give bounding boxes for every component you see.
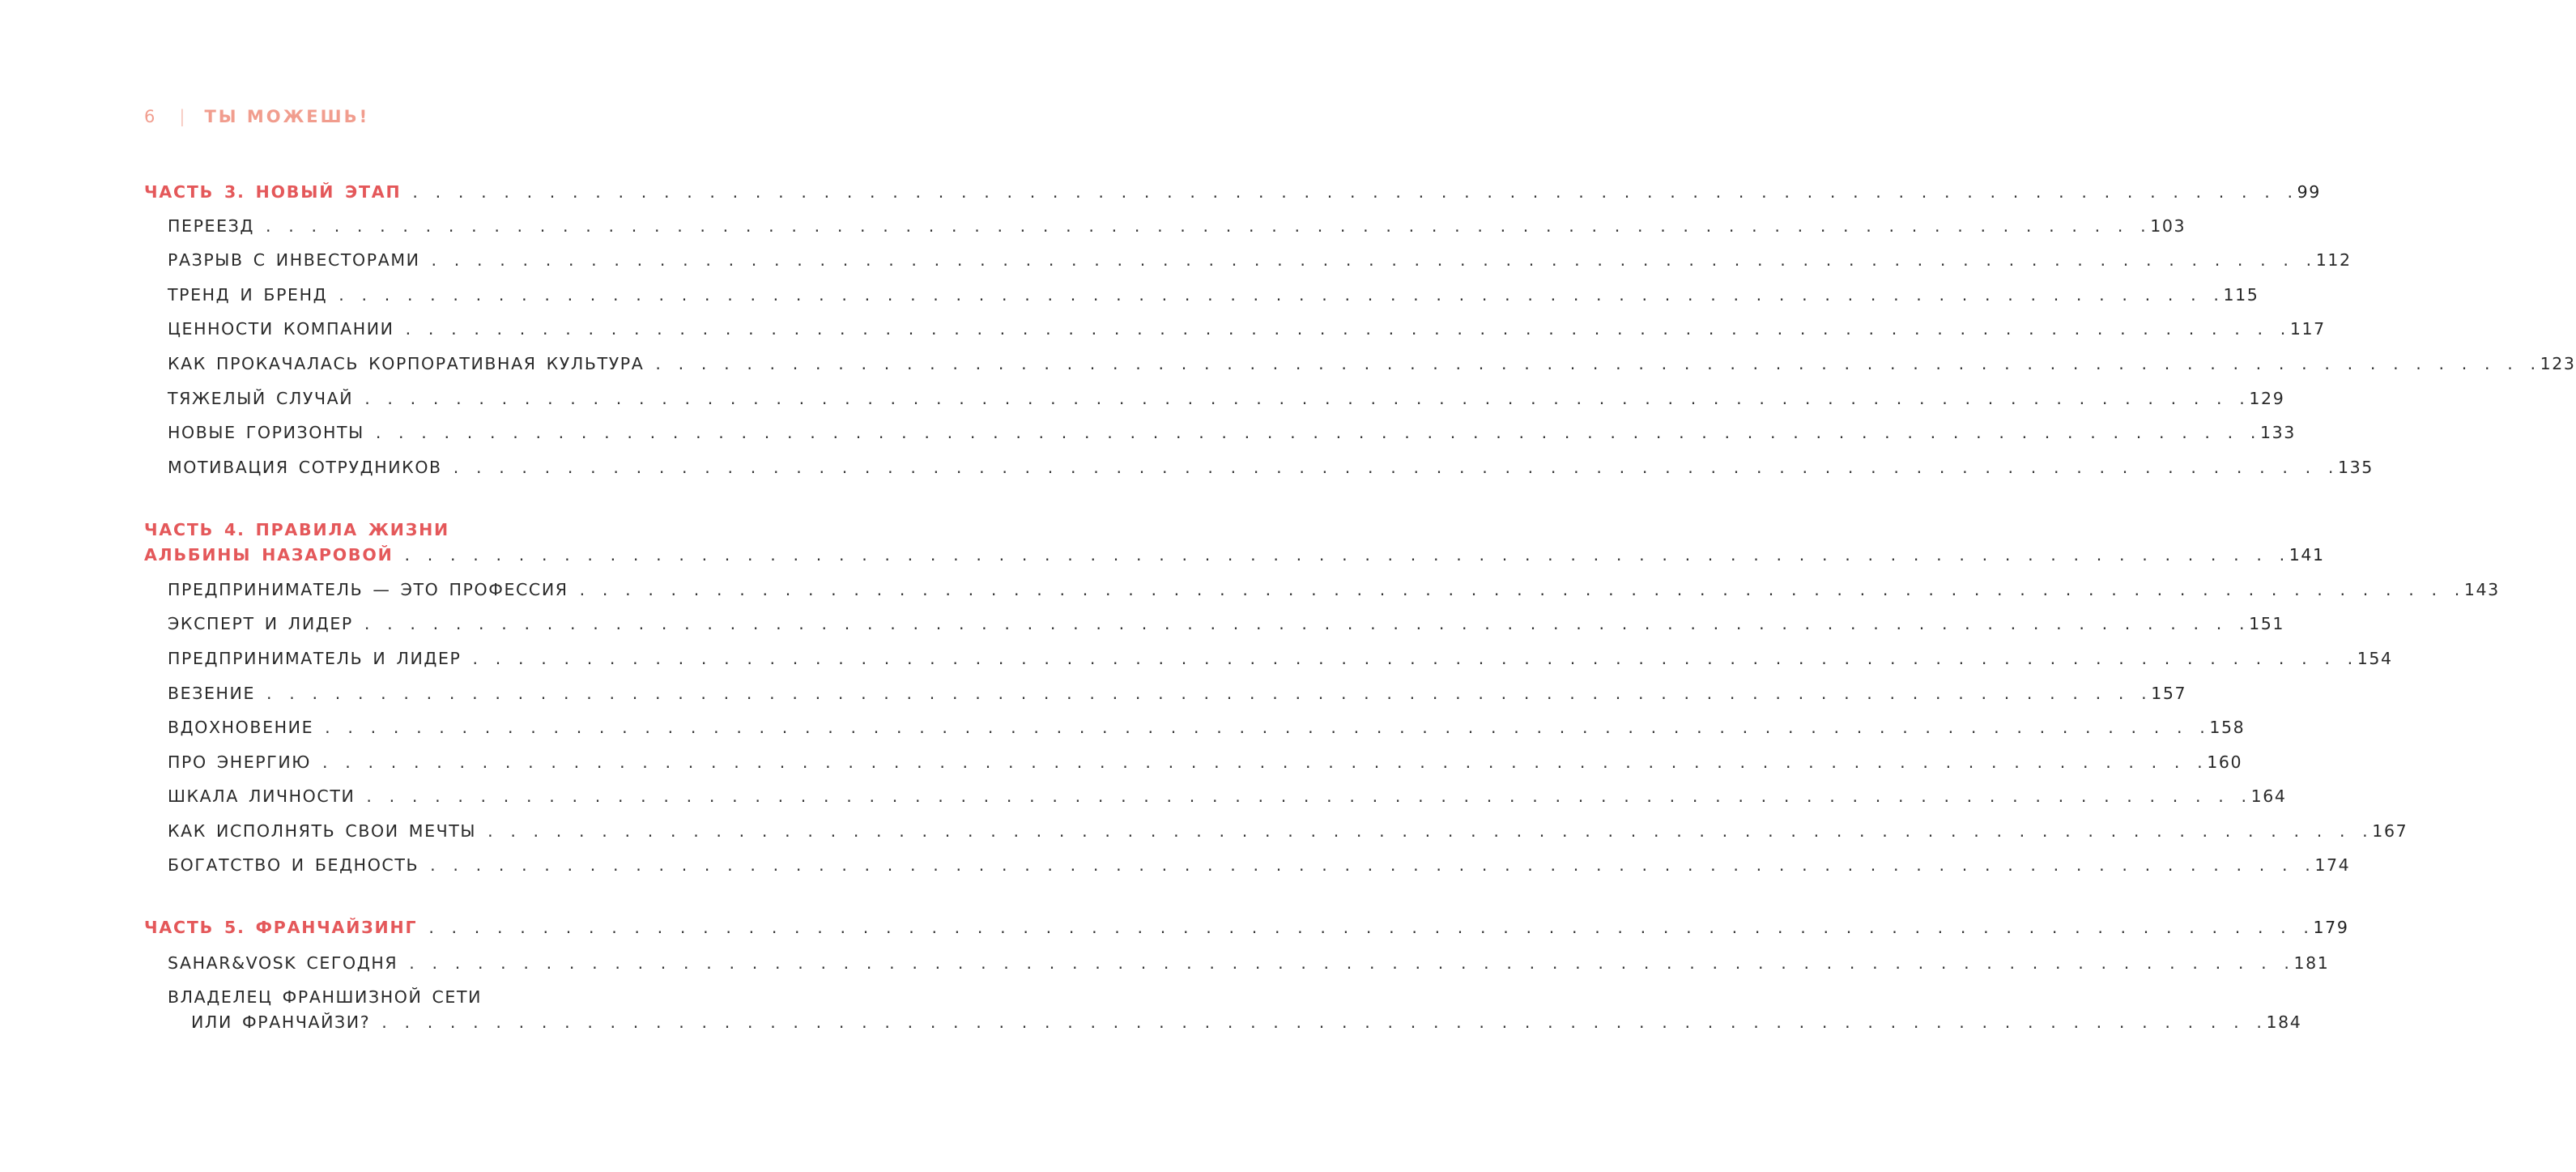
toc-part-3[interactable]	[144, 180, 2321, 204]
toc-item-label: МОТИВАЦИЯ СОТРУДНИКОВ	[168, 458, 442, 477]
toc-page-number: 133	[2260, 423, 2296, 442]
toc-item[interactable]	[168, 853, 2351, 877]
toc-item[interactable]	[168, 352, 2576, 376]
toc-item-label-line-1[interactable]: ВЛАДЕЛЕЦ ФРАНШИЗНОЙ СЕТИ	[168, 987, 483, 1007]
toc-item-label: SAHAR&VOSK СЕГОДНЯ	[168, 953, 398, 973]
toc-item-label: ПЕРЕЕЗД	[168, 216, 254, 236]
toc-item[interactable]	[168, 420, 2296, 445]
toc-page-number: 151	[2249, 614, 2285, 633]
header-separator: |	[179, 107, 187, 126]
toc-item[interactable]	[191, 1010, 2302, 1034]
dot-leader: . . . . . . . . . . . . . . . . . . . . . . . . . . . . . . . . . . . . . . . . . . . . . . . . . . . . . . . . . . . . . . . . . . . . . . . . . . . . . . . . . . .	[412, 182, 2297, 202]
toc-item[interactable]	[168, 681, 2187, 705]
toc-item[interactable]	[168, 283, 2259, 307]
toc-item-label: КАК ИСПОЛНЯТЬ СВОИ МЕЧТЫ	[168, 821, 477, 841]
toc-item-label: ЭКСПЕРТ И ЛИДЕР	[168, 614, 353, 633]
toc-part-4[interactable]	[144, 543, 2325, 567]
toc-item[interactable]	[168, 715, 2246, 739]
toc-item[interactable]	[168, 317, 2326, 341]
dot-leader: . . . . . . . . . . . . . . . . . . . . . . . . . . . . . . . . . . . . . . . . . . . . . . . . . . . . . . . . . . . . . . . . . . . . . . . . . . . . . . . . . . .	[428, 918, 2314, 937]
toc-item[interactable]	[168, 455, 2374, 479]
toc-item-label: РАЗРЫВ С ИНВЕСТОРАМИ	[168, 250, 420, 270]
dot-leader: . . . . . . . . . . . . . . . . . . . . . . . . . . . . . . . . . . . . . . . . . . . . . . . . . . . . . . . . . . . . . . . . . . . . . . . . . . . . . . . . . . .	[266, 684, 2152, 703]
toc-page-number: 158	[2209, 718, 2246, 737]
toc-page-number: 143	[2463, 580, 2500, 599]
dot-leader: . . . . . . . . . . . . . . . . . . . . . . . . . . . . . . . . . . . . . . . . . . . . . . . . . . . . . . . . . . . . . . . . . . . . . . . . . . . . . . . . . . .	[322, 752, 2208, 772]
dot-leader: . . . . . . . . . . . . . . . . . . . . . . . . . . . . . . . . . . . . . . . . . . . . . . . . . . . . . . . . . . . . . . . . . . . . . . . . . . . . . . . . . . .	[381, 1012, 2267, 1032]
dot-leader: . . . . . . . . . . . . . . . . . . . . . . . . . . . . . . . . . . . . . . . . . . . . . . . . . . . . . . . . . . . . . . . . . . . . . . . . . . . . . . . . . . .	[430, 855, 2315, 875]
toc-item-label: НОВЫЕ ГОРИЗОНТЫ	[168, 423, 364, 442]
toc-item-label: ВЕЗЕНИЕ	[168, 684, 256, 703]
dot-leader: . . . . . . . . . . . . . . . . . . . . . . . . . . . . . . . . . . . . . . . . . . . . . . . . . . . . . . . . . . . . . . . . . . . . . . . . . . . . . . . . . . .	[579, 580, 2464, 599]
toc-item-label: ПРО ЭНЕРГИЮ	[168, 752, 312, 772]
toc-page-number: 117	[2289, 319, 2326, 339]
dot-leader: . . . . . . . . . . . . . . . . . . . . . . . . . . . . . . . . . . . . . . . . . . . . . . . . . . . . . . . . . . . . . . . . . . . . . . . . . . . . . . . . . . .	[655, 354, 2540, 373]
toc-item-label: ВДОХНОВЕНИЕ	[168, 718, 314, 737]
toc-page-number: 157	[2151, 684, 2187, 703]
dot-leader: . . . . . . . . . . . . . . . . . . . . . . . . . . . . . . . . . . . . . . . . . . . . . . . . . . . . . . . . . . . . . . . . . . . . . . . . . . . . . . . . . . .	[375, 423, 2261, 442]
toc-item-label: ИЛИ ФРАНЧАЙЗИ?	[191, 1012, 371, 1032]
toc-item[interactable]	[168, 646, 2393, 671]
toc-page-number: 154	[2357, 649, 2393, 668]
toc-item[interactable]	[168, 750, 2243, 774]
toc-item[interactable]	[168, 248, 2352, 272]
toc-page-number: 141	[2289, 545, 2325, 565]
dot-leader: . . . . . . . . . . . . . . . . . . . . . . . . . . . . . . . . . . . . . . . . . . . . . . . . . . . . . . . . . . . . . . . . . . . . . . . . . . . . . . . . . . .	[338, 285, 2224, 305]
toc-item-label: ПРЕДПРИНИМАТЕЛЬ — ЭТО ПРОФЕССИЯ	[168, 580, 568, 599]
dot-leader: . . . . . . . . . . . . . . . . . . . . . . . . . . . . . . . . . . . . . . . . . . . . . . . . . . . . . . . . . . . . . . . . . . . . . . . . . . . . . . . . . . .	[404, 545, 2289, 565]
toc-page-number: 167	[2372, 821, 2408, 841]
toc-item[interactable]	[168, 577, 2500, 602]
toc-page-number: 115	[2223, 285, 2259, 305]
toc-item[interactable]	[168, 951, 2330, 975]
toc-page-number: 174	[2314, 855, 2351, 875]
dot-leader: . . . . . . . . . . . . . . . . . . . . . . . . . . . . . . . . . . . . . . . . . . . . . . . . . . . . . . . . . . . . . . . . . . . . . . . . . . . . . . . . . . .	[409, 953, 2294, 973]
toc-page-number: 181	[2293, 953, 2330, 973]
dot-leader: . . . . . . . . . . . . . . . . . . . . . . . . . . . . . . . . . . . . . . . . . . . . . . . . . . . . . . . . . . . . . . . . . . . . . . . . . . . . . . . . . . .	[325, 718, 2210, 737]
toc-page-number: 112	[2315, 250, 2352, 270]
dot-leader: . . . . . . . . . . . . . . . . . . . . . . . . . . . . . . . . . . . . . . . . . . . . . . . . . . . . . . . . . . . . . . . . . . . . . . . . . . . . . . . . . . .	[364, 614, 2250, 633]
toc-page-number: 123	[2540, 354, 2576, 373]
book-title: ТЫ МОЖЕШЬ!	[204, 107, 370, 126]
toc-item-label: ЦЕННОСТИ КОМПАНИИ	[168, 319, 394, 339]
dot-leader: . . . . . . . . . . . . . . . . . . . . . . . . . . . . . . . . . . . . . . . . . . . . . . . . . . . . . . . . . . . . . . . . . . . . . . . . . . . . . . . . . . .	[266, 216, 2151, 236]
dot-leader: . . . . . . . . . . . . . . . . . . . . . . . . . . . . . . . . . . . . . . . . . . . . . . . . . . . . . . . . . . . . . . . . . . . . . . . . . . . . . . . . . . .	[453, 458, 2338, 477]
toc-item[interactable]	[168, 386, 2285, 411]
toc-page-number: 164	[2250, 786, 2287, 806]
toc-part-title: АЛЬБИНЫ НАЗАРОВОЙ	[144, 545, 394, 565]
toc-part-title: ЧАСТЬ 3. НОВЫЙ ЭТАП	[144, 182, 402, 202]
toc-page-number: 184	[2266, 1012, 2302, 1032]
dot-leader: . . . . . . . . . . . . . . . . . . . . . . . . . . . . . . . . . . . . . . . . . . . . . . . . . . . . . . . . . . . . . . . . . . . . . . . . . . . . . . . . . . .	[431, 250, 2316, 270]
toc-item[interactable]	[168, 784, 2287, 808]
toc-item-label: БОГАТСТВО И БЕДНОСТЬ	[168, 855, 419, 875]
toc-item-label: ПРЕДПРИНИМАТЕЛЬ И ЛИДЕР	[168, 649, 462, 668]
toc-part-title: ЧАСТЬ 5. ФРАНЧАЙЗИНГ	[144, 918, 418, 937]
toc-page-number: 135	[2337, 458, 2374, 477]
toc-part-4-title-line-1[interactable]: ЧАСТЬ 4. ПРАВИЛА ЖИЗНИ	[144, 520, 449, 539]
toc-item[interactable]	[168, 214, 2186, 238]
toc-page-number: 179	[2313, 918, 2349, 937]
toc-item-label: ШКАЛА ЛИЧНОСТИ	[168, 786, 356, 806]
toc-item[interactable]	[168, 612, 2285, 636]
toc-part-5[interactable]	[144, 915, 2349, 940]
toc-page-number: 160	[2207, 752, 2243, 772]
dot-leader: . . . . . . . . . . . . . . . . . . . . . . . . . . . . . . . . . . . . . . . . . . . . . . . . . . . . . . . . . . . . . . . . . . . . . . . . . . . . . . . . . . .	[405, 319, 2290, 339]
toc-page-number: 99	[2297, 182, 2321, 202]
dot-leader: . . . . . . . . . . . . . . . . . . . . . . . . . . . . . . . . . . . . . . . . . . . . . . . . . . . . . . . . . . . . . . . . . . . . . . . . . . . . . . . . . . .	[472, 649, 2357, 668]
dot-leader: . . . . . . . . . . . . . . . . . . . . . . . . . . . . . . . . . . . . . . . . . . . . . . . . . . . . . . . . . . . . . . . . . . . . . . . . . . . . . . . . . . .	[488, 821, 2373, 841]
toc-item[interactable]	[168, 819, 2408, 843]
toc-item-label: КАК ПРОКАЧАЛАСЬ КОРПОРАТИВНАЯ КУЛЬТУРА	[168, 354, 645, 373]
page-number: 6	[144, 107, 157, 126]
dot-leader: . . . . . . . . . . . . . . . . . . . . . . . . . . . . . . . . . . . . . . . . . . . . . . . . . . . . . . . . . . . . . . . . . . . . . . . . . . . . . . . . . . .	[364, 389, 2250, 408]
toc-page-number: 129	[2249, 389, 2285, 408]
toc-page-number: 103	[2150, 216, 2186, 236]
toc-item-label: ТЯЖЕЛЫЙ СЛУЧАЙ	[168, 389, 354, 408]
toc-item-label: ТРЕНД И БРЕНД	[168, 285, 328, 305]
dot-leader: . . . . . . . . . . . . . . . . . . . . . . . . . . . . . . . . . . . . . . . . . . . . . . . . . . . . . . . . . . . . . . . . . . . . . . . . . . . . . . . . . . .	[366, 786, 2251, 806]
